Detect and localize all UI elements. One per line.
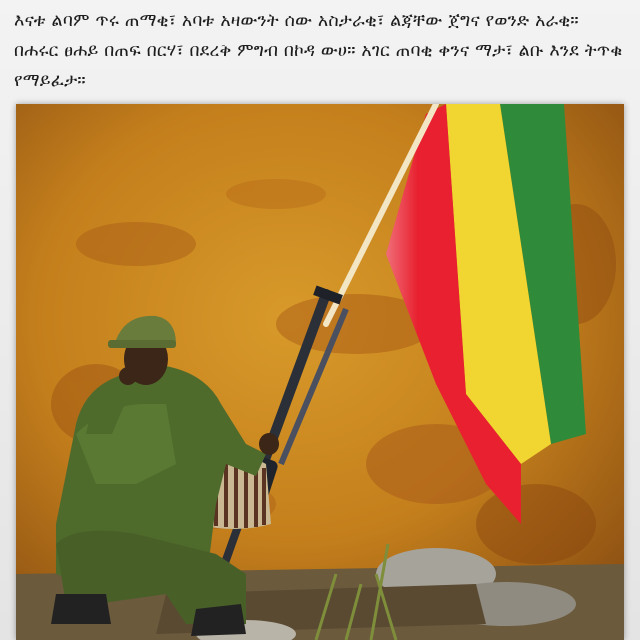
post-caption: እናቱ ልባም ጥሩ ጠማቂ፣ አባቱ አዛውንት ሰው አስታራቂ፣ ልጃቸው ጀግና የወንድ አራቂ። በሐሩር ፀሐይ በጠፍ በርሃ፣ በደረቅ ምግብ በኮዳ ውሀ። አገር ጠባቂ ቀንና ማታ፣ ልቡ እንደ ትጥቁ የማይፈታ። (14, 11, 623, 91)
soldier-hand (259, 433, 279, 455)
post-photo[interactable] (16, 104, 624, 640)
photo-scene (16, 104, 624, 640)
soldier-hand (119, 367, 137, 385)
